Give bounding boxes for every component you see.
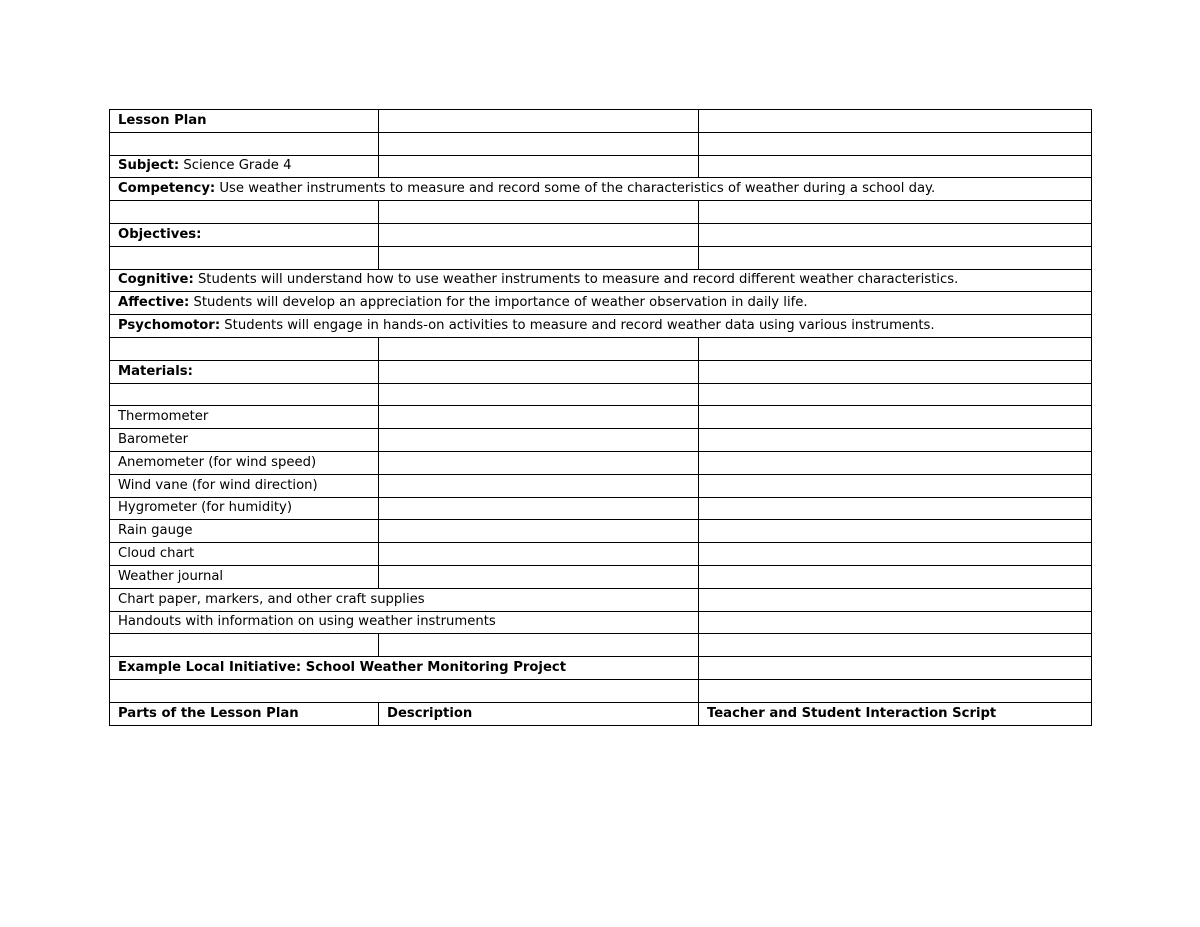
table-row bbox=[110, 429, 1092, 452]
cognitive-label: Cognitive: bbox=[118, 272, 194, 288]
empty-cell bbox=[379, 383, 699, 406]
empty-cell bbox=[379, 132, 699, 155]
affective-cell bbox=[110, 292, 1092, 315]
lesson-plan-table bbox=[109, 109, 1092, 726]
initiative-heading: Example Local Initiative: School Weather Monitoring Project bbox=[110, 657, 699, 680]
table-row bbox=[110, 679, 1092, 702]
material-item: Thermometer bbox=[110, 406, 379, 429]
table-row bbox=[110, 520, 1092, 543]
material-item: Weather journal bbox=[110, 565, 379, 588]
psychomotor-value: Students will engage in hands-on activities to measure and record weather data using various instruments. bbox=[224, 318, 935, 334]
empty-cell bbox=[379, 429, 699, 452]
empty-cell bbox=[699, 429, 1092, 452]
empty-cell bbox=[699, 451, 1092, 474]
table-row bbox=[110, 132, 1092, 155]
empty-cell bbox=[699, 132, 1092, 155]
table-header-row bbox=[110, 702, 1092, 725]
empty-cell bbox=[699, 246, 1092, 269]
table-row bbox=[110, 110, 1092, 133]
empty-cell bbox=[699, 406, 1092, 429]
table-row bbox=[110, 474, 1092, 497]
cognitive-cell bbox=[110, 269, 1092, 292]
material-item: Chart paper, markers, and other craft supplies bbox=[110, 588, 699, 611]
document-title: Lesson Plan bbox=[110, 110, 379, 133]
empty-cell bbox=[110, 634, 379, 657]
empty-cell bbox=[379, 474, 699, 497]
table-row bbox=[110, 588, 1092, 611]
empty-cell bbox=[699, 543, 1092, 566]
table-row bbox=[110, 315, 1092, 338]
competency-cell bbox=[110, 178, 1092, 201]
table-row bbox=[110, 451, 1092, 474]
table-row bbox=[110, 246, 1092, 269]
affective-label: Affective: bbox=[118, 295, 190, 311]
empty-cell bbox=[379, 406, 699, 429]
subject-cell bbox=[110, 155, 379, 178]
empty-cell bbox=[699, 337, 1092, 360]
column-header-description: Description bbox=[379, 702, 699, 725]
table-row bbox=[110, 360, 1092, 383]
table-row bbox=[110, 223, 1092, 246]
competency-value: Use weather instruments to measure and record some of the characteristics of weather during a school day. bbox=[219, 181, 936, 197]
empty-cell bbox=[699, 520, 1092, 543]
empty-cell bbox=[699, 155, 1092, 178]
table-row bbox=[110, 543, 1092, 566]
material-item: Anemometer (for wind speed) bbox=[110, 451, 379, 474]
materials-heading: Materials: bbox=[110, 360, 379, 383]
empty-cell bbox=[379, 246, 699, 269]
empty-cell bbox=[699, 611, 1092, 634]
material-item: Wind vane (for wind direction) bbox=[110, 474, 379, 497]
table-row bbox=[110, 634, 1092, 657]
empty-cell bbox=[379, 110, 699, 133]
empty-cell bbox=[110, 337, 379, 360]
table-row bbox=[110, 178, 1092, 201]
affective-value: Students will develop an appreciation for the importance of weather observation in daily life. bbox=[193, 295, 808, 311]
empty-cell bbox=[699, 474, 1092, 497]
column-header-script: Teacher and Student Interaction Script bbox=[699, 702, 1092, 725]
material-item: Handouts with information on using weather instruments bbox=[110, 611, 699, 634]
empty-cell bbox=[379, 634, 699, 657]
empty-cell bbox=[699, 223, 1092, 246]
empty-cell bbox=[699, 383, 1092, 406]
empty-cell bbox=[379, 155, 699, 178]
empty-cell bbox=[379, 451, 699, 474]
empty-cell bbox=[110, 383, 379, 406]
empty-cell bbox=[699, 588, 1092, 611]
material-item: Hygrometer (for humidity) bbox=[110, 497, 379, 520]
objectives-heading: Objectives: bbox=[110, 223, 379, 246]
cognitive-value: Students will understand how to use weather instruments to measure and record different weather characteristics. bbox=[197, 272, 959, 288]
empty-cell bbox=[379, 543, 699, 566]
empty-cell bbox=[699, 110, 1092, 133]
table-row bbox=[110, 383, 1092, 406]
table-row bbox=[110, 292, 1092, 315]
material-item: Rain gauge bbox=[110, 520, 379, 543]
table-row bbox=[110, 611, 1092, 634]
psychomotor-label: Psychomotor: bbox=[118, 318, 221, 334]
empty-cell bbox=[110, 246, 379, 269]
empty-cell bbox=[699, 634, 1092, 657]
empty-cell bbox=[110, 132, 379, 155]
table-row bbox=[110, 155, 1092, 178]
subject-value: Science Grade 4 bbox=[183, 158, 292, 174]
subject-label: Subject: bbox=[118, 158, 180, 174]
table-row bbox=[110, 406, 1092, 429]
empty-cell bbox=[699, 497, 1092, 520]
empty-cell bbox=[110, 201, 379, 224]
table-row bbox=[110, 337, 1092, 360]
empty-cell bbox=[379, 520, 699, 543]
empty-cell bbox=[379, 337, 699, 360]
table-row bbox=[110, 201, 1092, 224]
psychomotor-cell bbox=[110, 315, 1092, 338]
competency-label: Competency: bbox=[118, 181, 216, 197]
empty-cell bbox=[379, 360, 699, 383]
table-row bbox=[110, 565, 1092, 588]
material-item: Cloud chart bbox=[110, 543, 379, 566]
column-header-parts: Parts of the Lesson Plan bbox=[110, 702, 379, 725]
material-item: Barometer bbox=[110, 429, 379, 452]
empty-cell bbox=[379, 497, 699, 520]
table-row bbox=[110, 269, 1092, 292]
empty-cell bbox=[379, 223, 699, 246]
empty-cell bbox=[699, 657, 1092, 680]
empty-cell bbox=[379, 565, 699, 588]
table-row bbox=[110, 657, 1092, 680]
empty-cell bbox=[379, 201, 699, 224]
table-row bbox=[110, 497, 1092, 520]
empty-cell bbox=[110, 679, 699, 702]
empty-cell bbox=[699, 201, 1092, 224]
empty-cell bbox=[699, 565, 1092, 588]
empty-cell bbox=[699, 679, 1092, 702]
empty-cell bbox=[699, 360, 1092, 383]
